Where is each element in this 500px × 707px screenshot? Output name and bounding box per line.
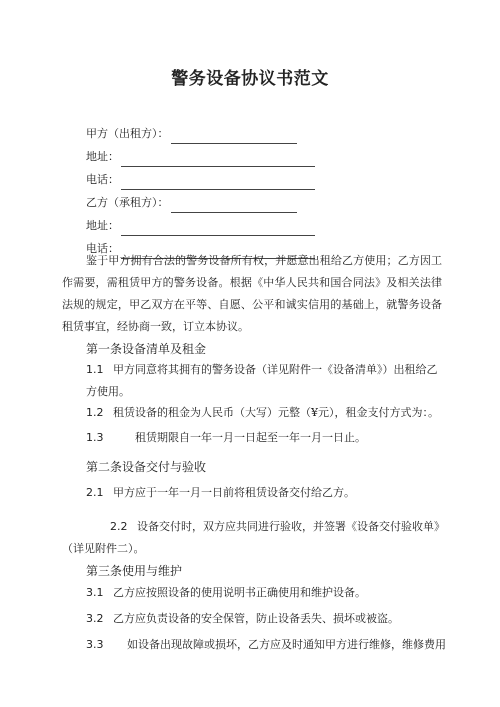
clause-number: 3.3 — [86, 638, 104, 651]
clause-text: 租赁期限自一年一月一日起至一年一月一日止。 — [135, 431, 366, 444]
clause-number: 3.1 — [86, 586, 104, 599]
clause-3-1 — [86, 582, 456, 604]
clause-number: 3.2 — [86, 612, 104, 625]
clause-text: 甲方应于一年一月一日前将租赁设备交付给乙方。 — [113, 486, 355, 499]
section-heading: 第一条设备清单及租金 — [86, 342, 207, 356]
clause-1-3 — [86, 427, 456, 449]
party-a-name-blank — [171, 131, 297, 144]
clause-number: 1.3 — [86, 431, 104, 444]
document-title: 警务设备协议书范文 — [171, 69, 329, 89]
party-b-address-line — [86, 213, 416, 236]
clause-3-3 — [86, 634, 456, 656]
section-heading: 第三条使用与维护 — [86, 564, 183, 578]
party-a-address-label: 地址： — [86, 150, 119, 163]
clause-text: 如设备出现故障或损坏，乙方应及时通知甲方进行维修，维修费用 — [127, 638, 446, 651]
party-a-phone-label: 电话： — [86, 173, 119, 186]
party-b-label: 乙方（承租方）： — [86, 196, 169, 209]
party-a-phone-line — [86, 167, 416, 190]
clause-1-2 — [86, 402, 456, 424]
party-b-address-label: 地址： — [86, 219, 119, 232]
intro-paragraph: 鉴于甲方拥有合法的警务设备所有权，并愿意出租给乙方使用；乙方因工作需要，需租赁甲方的警务设备。根据《中华人民共和国合同法》及相关法律法规的规定，甲乙双方在平等、自愿、公平和诚实信用的基础上，就警务设备租赁事宜，经协商一致，订立本协议。 — [62, 254, 442, 333]
party-b-phone-label: 电话： — [86, 242, 119, 255]
clause-text: 乙方应按照设备的使用说明书正确使用和维护设备。 — [113, 586, 366, 599]
party-b-name-line — [86, 190, 416, 213]
clause-text: 设备交付时，双方应共同进行验收，并签署《设备交付验收单》（详见附件二）。 — [62, 520, 440, 555]
section-heading: 第二条设备交付与验收 — [86, 460, 207, 474]
party-b-address-blank — [121, 223, 315, 236]
clause-number: 2.1 — [86, 486, 104, 499]
party-a-name-line — [86, 121, 416, 144]
clause-text: 甲方同意将其拥有的警务设备（详见附件一《设备清单》）出租给乙方使用。 — [86, 363, 438, 398]
party-a-phone-blank — [121, 177, 315, 190]
party-a-address-line — [86, 144, 416, 167]
clause-3-2 — [86, 608, 456, 630]
clause-2-1 — [86, 482, 456, 504]
clause-number: 1.2 — [86, 406, 104, 419]
clause-number: 1.1 — [86, 363, 104, 376]
clause-number: 2.2 — [110, 520, 128, 533]
party-info-block — [86, 121, 416, 259]
clause-text: 乙方应负责设备的安全保管，防止设备丢失、损坏或被盗。 — [113, 612, 399, 625]
party-b-name-blank — [171, 200, 297, 213]
party-a-label: 甲方（出租方）： — [86, 127, 169, 140]
clause-2-2 — [62, 516, 442, 560]
clause-text: 租赁设备的租金为人民币（大写）元整（¥元），租金支付方式为：。 — [113, 406, 439, 419]
clause-1-1 — [86, 359, 442, 403]
party-a-address-blank — [121, 154, 315, 167]
